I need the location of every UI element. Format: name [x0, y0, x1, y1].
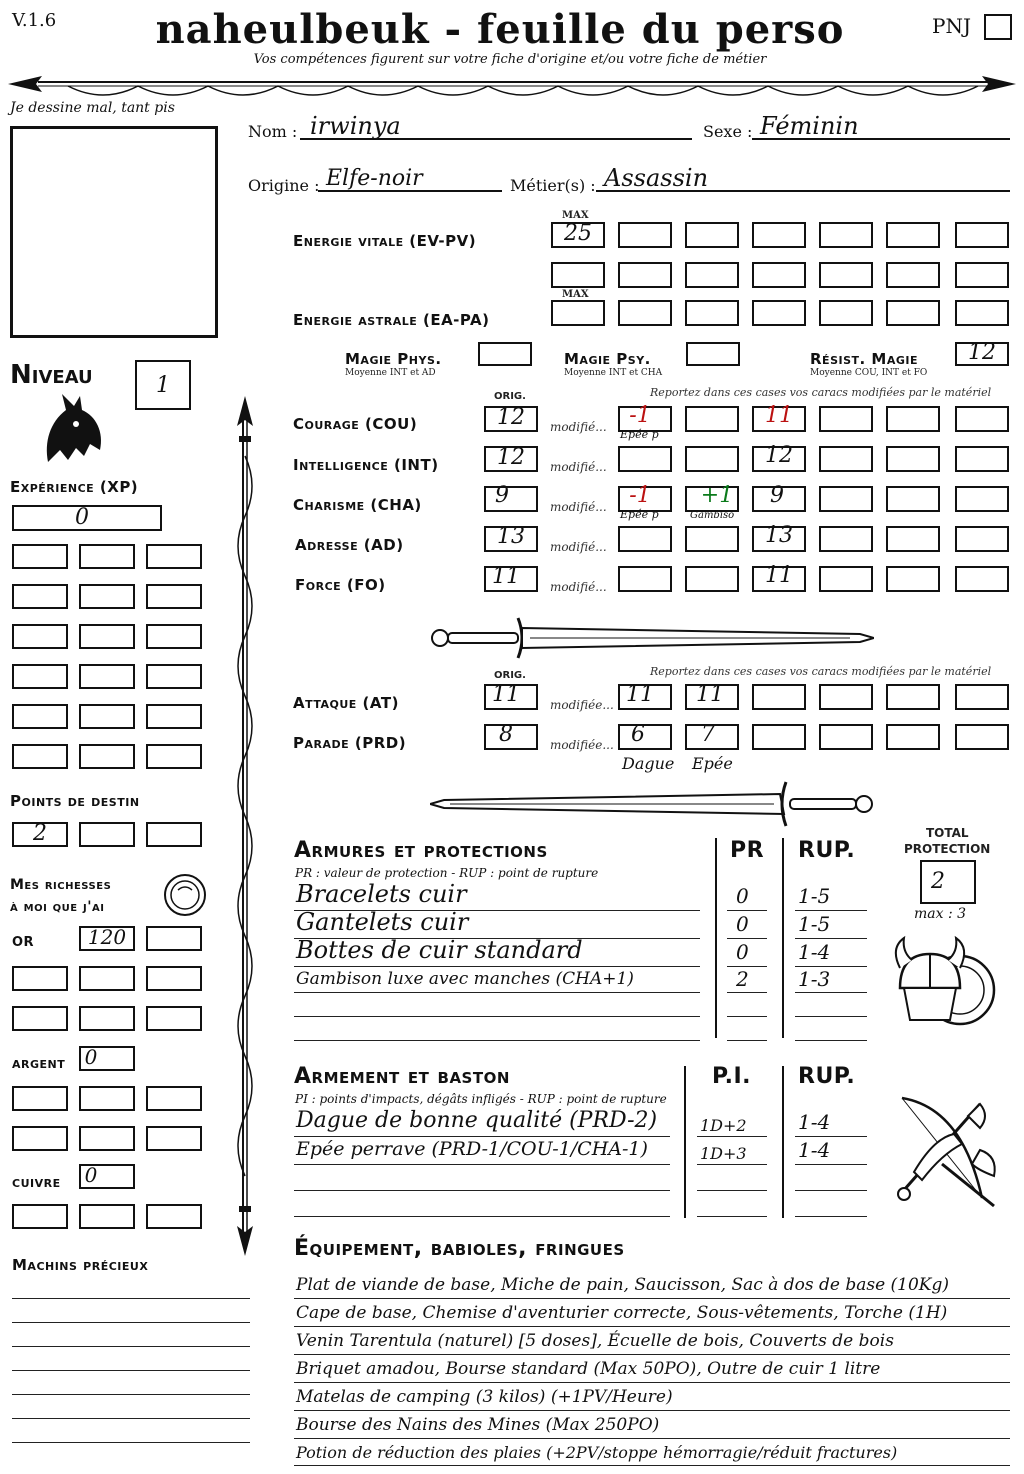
ev-max-label: MAX — [562, 210, 589, 221]
combat-v1-value: 11 — [626, 682, 654, 707]
arme-rup[interactable]: 1-4 — [798, 1138, 831, 1162]
ea-cell[interactable] — [886, 300, 940, 326]
sexe-value[interactable]: Féminin — [760, 112, 859, 140]
armement-divider-2 — [782, 1066, 784, 1218]
arme-line[interactable] — [795, 1216, 867, 1217]
richesses-label-1: Mes richesses — [10, 877, 112, 893]
equipement-line[interactable]: Briquet amadou, Bourse standard (Max 50PO), Outre de cuir 1 litre — [296, 1359, 881, 1379]
equipement-rule — [294, 1326, 1010, 1327]
equipement-rule — [294, 1465, 1010, 1466]
ea-cell[interactable] — [685, 300, 739, 326]
equipement-rule — [294, 1410, 1010, 1411]
argent-value: 0 — [84, 1045, 98, 1069]
stat-orig-value: 13 — [497, 524, 525, 549]
arme-line[interactable] — [294, 1216, 670, 1217]
stat-mod-box[interactable] — [685, 526, 739, 552]
stat-modifie-label: modifié... — [550, 540, 607, 554]
ev-cell[interactable] — [685, 262, 739, 288]
money-cell[interactable] — [12, 1006, 68, 1031]
or-box-2[interactable] — [146, 926, 202, 951]
arme-line — [795, 1136, 867, 1137]
stat-mod-box[interactable] — [685, 406, 739, 432]
sexe-label: Sexe : — [703, 122, 753, 141]
combat-cell[interactable] — [955, 684, 1009, 710]
armure-line — [795, 910, 867, 911]
arme-line — [697, 1136, 767, 1137]
portrait-box[interactable] — [10, 126, 218, 338]
experience-label: Expérience (XP) — [10, 478, 139, 496]
armures-title: Armures et protections — [294, 838, 548, 863]
stat-orig-value: 11 — [492, 564, 520, 589]
armures-pr-header: PR — [730, 838, 765, 863]
ea-max-label: MAX — [562, 289, 589, 300]
armures-note: PR : valeur de protection - RUP : point de rupture — [295, 866, 599, 880]
arme-rup[interactable]: 1-4 — [798, 1110, 831, 1134]
stat-modifie-label: modifié... — [550, 420, 607, 434]
armure-rup[interactable]: 1-3 — [798, 967, 831, 991]
armure-pr[interactable]: 0 — [736, 884, 749, 908]
magie-psy-note: Moyenne INT et CHA — [564, 368, 663, 378]
stat-mod-box[interactable] — [685, 446, 739, 472]
ev-cell[interactable] — [685, 222, 739, 248]
resist-magie-note: Moyenne COU, INT et FO — [810, 368, 928, 378]
arme-pi[interactable]: 1D+3 — [700, 1144, 747, 1163]
combat-label: Attaque (AT) — [293, 694, 399, 712]
ea-cell[interactable] — [752, 300, 806, 326]
vertical-spear-icon — [228, 396, 262, 1256]
stat-label: Adresse (AD) — [295, 536, 404, 554]
niveau-value: 1 — [156, 373, 170, 398]
stats-report-note: Reportez dans ces cases vos caracs modifiées par le matériel — [650, 386, 992, 399]
stat-mod3-value: 13 — [765, 523, 793, 548]
xp-cell[interactable] — [79, 704, 135, 729]
stat-mod2-note: Gambiso — [690, 510, 735, 521]
total-protection-label-2: PROTECTION — [904, 842, 991, 856]
armures-rup-header: RUP. — [798, 838, 856, 863]
armure-line[interactable] — [727, 1040, 767, 1041]
combat-cell[interactable] — [819, 724, 873, 750]
niveau-label: Niveau — [10, 360, 93, 390]
stat-mod-box[interactable] — [955, 486, 1009, 512]
arme-line — [294, 1136, 670, 1137]
total-protection-label-1: TOTAL — [926, 826, 969, 840]
ev-cell[interactable] — [551, 262, 605, 288]
xp-cell[interactable] — [12, 544, 68, 569]
sword-icon — [430, 612, 874, 664]
metier-label: Métier(s) : — [510, 176, 596, 195]
xp-cell[interactable] — [146, 624, 202, 649]
stat-mod-box[interactable] — [819, 526, 873, 552]
weapons-icon — [884, 1094, 1004, 1214]
stat-mod3-value: 12 — [765, 443, 793, 468]
combat-label: Parade (PRD) — [293, 734, 407, 752]
stat-mod-box[interactable] — [618, 446, 672, 472]
machins-line[interactable] — [12, 1394, 250, 1395]
ev-cell[interactable] — [955, 222, 1009, 248]
magie-phys-label: Magie Phys. — [345, 350, 442, 368]
combat-report-note: Reportez dans ces cases vos caracs modifiées par le matériel — [650, 665, 992, 678]
machins-line[interactable] — [12, 1346, 250, 1347]
magie-phys-box[interactable] — [478, 342, 532, 366]
page-title: naheulbeuk - feuille du perso — [155, 6, 845, 53]
destin-box-3[interactable] — [146, 822, 202, 847]
machins-line[interactable] — [12, 1418, 250, 1419]
equipement-line[interactable]: Bourse des Nains des Mines (Max 250PO) — [296, 1415, 660, 1435]
money-cell[interactable] — [12, 1086, 68, 1111]
stats-orig-label: ORIG. — [494, 391, 526, 402]
equipement-line[interactable]: Plat de viande de base, Miche de pain, Saucisson, Sac à dos de base (10Kg) — [296, 1275, 950, 1295]
stat-mod-box[interactable] — [819, 406, 873, 432]
money-cell[interactable] — [146, 1006, 202, 1031]
combat-v2-value: 7 — [701, 722, 715, 747]
combat-cell[interactable] — [886, 724, 940, 750]
xp-cell[interactable] — [79, 664, 135, 689]
combat-orig-label: ORIG. — [494, 670, 526, 681]
combat-orig-value: 11 — [492, 682, 520, 707]
stat-mod1-value: -1 — [629, 483, 651, 508]
stat-mod1-note: Epée p — [620, 508, 659, 521]
metier-value[interactable]: Assassin — [604, 164, 709, 192]
stat-mod-box[interactable] — [819, 486, 873, 512]
stat-mod-box[interactable] — [955, 446, 1009, 472]
combat-cell[interactable] — [886, 684, 940, 710]
armures-divider-2 — [782, 838, 784, 1038]
armure-name[interactable]: Gambison luxe avec manches (CHA+1) — [296, 969, 634, 989]
ev-cell[interactable] — [955, 262, 1009, 288]
stat-mod2-value: +1 — [700, 483, 734, 508]
version-label: V.1.6 — [12, 10, 57, 31]
money-cell[interactable] — [79, 1086, 135, 1111]
stat-mod-box[interactable] — [886, 446, 940, 472]
money-cell[interactable] — [146, 1086, 202, 1111]
armure-name[interactable]: Bracelets cuir — [296, 880, 467, 908]
money-cell[interactable] — [146, 1126, 202, 1151]
xp-cell[interactable] — [146, 704, 202, 729]
armement-title: Armement et baston — [294, 1064, 510, 1089]
armure-pr[interactable]: 0 — [736, 940, 749, 964]
armure-line[interactable] — [795, 1040, 867, 1041]
armement-note: PI : points d'impacts, dégâts infligés - RUP : point de rupture — [295, 1092, 667, 1106]
arme-line[interactable] — [795, 1190, 867, 1191]
nom-value[interactable]: irwinya — [310, 112, 401, 140]
ev-cell[interactable] — [819, 222, 873, 248]
armure-line — [727, 992, 767, 993]
ev-cell[interactable] — [819, 262, 873, 288]
resist-magie-value: 12 — [968, 340, 996, 365]
machins-line[interactable] — [12, 1298, 250, 1299]
equipement-rule — [294, 1354, 1010, 1355]
xp-cell[interactable] — [146, 664, 202, 689]
pnj-label: PNJ — [932, 14, 971, 38]
origine-value[interactable]: Elfe-noir — [326, 166, 423, 191]
xp-cell[interactable] — [79, 744, 135, 769]
or-value: 120 — [87, 925, 127, 949]
combat-cell[interactable] — [752, 724, 806, 750]
xp-cell[interactable] — [12, 624, 68, 649]
xp-cell[interactable] — [146, 584, 202, 609]
stat-mod-box[interactable] — [618, 526, 672, 552]
stat-mod-box[interactable] — [955, 566, 1009, 592]
equipement-line[interactable]: Venin Tarentula (naturel) [5 doses], Écuelle de bois, Couverts de bois — [296, 1331, 894, 1351]
magie-psy-label: Magie Psy. — [564, 350, 651, 368]
stat-mod-box[interactable] — [685, 566, 739, 592]
magie-psy-box[interactable] — [686, 342, 740, 366]
ev-cell[interactable] — [886, 222, 940, 248]
xp-cell[interactable] — [79, 624, 135, 649]
arme-line — [294, 1164, 670, 1165]
richesses-label-2: à moi que j'ai — [10, 899, 105, 915]
equipement-line[interactable]: Matelas de camping (3 kilos) (+1PV/Heure) — [296, 1387, 673, 1407]
xp-cell[interactable] — [79, 584, 135, 609]
cuivre-label: CUIVRE — [12, 1177, 61, 1190]
combat-cell[interactable] — [752, 684, 806, 710]
arme-line[interactable] — [294, 1190, 670, 1191]
ev-max-value: 25 — [564, 221, 592, 246]
armement-divider-1 — [684, 1066, 686, 1218]
machins-label: Machins précieux — [12, 1256, 149, 1274]
equipement-rule — [294, 1438, 1010, 1439]
stat-mod1-value: -1 — [629, 403, 651, 428]
combat-col1-note: Dague — [622, 754, 675, 773]
destin-label: Points de destin — [10, 792, 140, 810]
stat-mod3-value: 9 — [770, 483, 784, 508]
machins-line[interactable] — [12, 1322, 250, 1323]
stat-label: Charisme (CHA) — [293, 496, 422, 514]
combat-modifie-label: modifiée... — [550, 738, 614, 752]
xp-cell[interactable] — [79, 544, 135, 569]
armure-line[interactable] — [294, 1016, 700, 1017]
ea-cell[interactable] — [955, 300, 1009, 326]
ev-label: Energie vitale (EV-PV) — [293, 232, 477, 250]
stat-mod-box[interactable] — [955, 526, 1009, 552]
stat-mod-box[interactable] — [819, 446, 873, 472]
armure-line — [294, 992, 700, 993]
stat-orig-value: 9 — [495, 483, 509, 508]
destin-value: 2 — [33, 821, 47, 846]
machins-line[interactable] — [12, 1442, 250, 1443]
resist-magie-label: Résist. Magie — [810, 350, 919, 368]
dragon-icon — [40, 392, 106, 464]
armure-name[interactable]: Gantelets cuir — [296, 908, 469, 936]
money-cell[interactable] — [79, 1204, 135, 1229]
ea-cell[interactable] — [819, 300, 873, 326]
combat-modifie-label: modifiée... — [550, 698, 614, 712]
money-cell[interactable] — [79, 1006, 135, 1031]
ea-label: Energie astrale (EA-PA) — [293, 311, 490, 329]
page-subtitle: Vos compétences figurent sur votre fiche d'origine et/ou votre fiche de métier — [253, 52, 767, 67]
armure-line[interactable] — [294, 1040, 700, 1041]
nom-label: Nom : — [248, 122, 298, 141]
money-cell[interactable] — [12, 1126, 68, 1151]
arme-name[interactable]: Epée perrave (PRD-1/COU-1/CHA-1) — [296, 1138, 648, 1160]
armure-line — [795, 938, 867, 939]
armement-rup-header: RUP. — [798, 1064, 856, 1089]
money-cell[interactable] — [12, 966, 68, 991]
stat-mod-box[interactable] — [886, 486, 940, 512]
armures-divider-1 — [715, 838, 717, 1038]
stat-label: Intelligence (INT) — [293, 456, 439, 474]
armure-line — [795, 992, 867, 993]
stat-label: Courage (COU) — [293, 415, 418, 433]
argent-label: ARGENT — [12, 1058, 66, 1071]
armure-line — [294, 966, 700, 967]
xp-cell[interactable] — [146, 544, 202, 569]
equipement-line[interactable]: Cape de base, Chemise d'aventurier correcte, Sous-vêtements, Torche (1H) — [296, 1303, 948, 1323]
armure-pr[interactable]: 2 — [736, 967, 749, 991]
ev-cell[interactable] — [886, 262, 940, 288]
armure-rup[interactable]: 1-4 — [798, 940, 831, 964]
stat-mod-box[interactable] — [886, 406, 940, 432]
origine-label: Origine : — [248, 176, 320, 195]
magie-phys-note: Moyenne INT et AD — [345, 368, 436, 378]
experience-value: 0 — [75, 505, 89, 530]
stat-mod-box[interactable] — [886, 566, 940, 592]
arme-line — [697, 1164, 767, 1165]
combat-v2-value: 11 — [696, 682, 724, 707]
combat-cell[interactable] — [819, 684, 873, 710]
stat-mod3-value: 11 — [765, 403, 793, 428]
stat-mod-box[interactable] — [819, 566, 873, 592]
stat-mod1-note: Epée p — [620, 428, 659, 441]
armure-line — [727, 938, 767, 939]
armure-line[interactable] — [795, 1016, 867, 1017]
stat-label: Force (FO) — [295, 576, 386, 594]
xp-cell[interactable] — [12, 744, 68, 769]
arme-line — [795, 1164, 867, 1165]
combat-orig-value: 8 — [499, 722, 513, 747]
equipement-line[interactable]: Potion de réduction des plaies (+2PV/stoppe hémorragie/réduit fractures) — [296, 1443, 898, 1462]
armure-rup[interactable]: 1-5 — [798, 912, 831, 936]
ea-cell[interactable] — [618, 300, 672, 326]
armure-line — [727, 910, 767, 911]
xp-cell[interactable] — [146, 744, 202, 769]
armure-name[interactable]: Bottes de cuir standard — [296, 936, 583, 964]
armure-line[interactable] — [727, 1016, 767, 1017]
helmet-shield-icon — [890, 928, 1000, 1038]
armure-rup[interactable]: 1-5 — [798, 884, 831, 908]
armure-pr[interactable]: 0 — [736, 912, 749, 936]
xp-cell[interactable] — [12, 584, 68, 609]
stat-mod-box[interactable] — [886, 526, 940, 552]
ev-cell[interactable] — [618, 262, 672, 288]
stat-mod-box[interactable] — [618, 566, 672, 592]
pnj-checkbox[interactable] — [984, 14, 1012, 40]
combat-cell[interactable] — [955, 724, 1009, 750]
combat-v1-value: 6 — [631, 722, 645, 747]
stat-orig-value: 12 — [497, 445, 525, 470]
destin-box-2[interactable] — [79, 822, 135, 847]
money-cell[interactable] — [146, 966, 202, 991]
money-cell[interactable] — [12, 1204, 68, 1229]
money-cell[interactable] — [79, 966, 135, 991]
arme-line[interactable] — [697, 1216, 767, 1217]
stat-mod3-value: 11 — [765, 563, 793, 588]
coin-icon — [162, 872, 208, 918]
xp-cell[interactable] — [12, 664, 68, 689]
arme-name[interactable]: Dague de bonne qualité (PRD-2) — [296, 1108, 658, 1133]
money-cell[interactable] — [79, 1126, 135, 1151]
armement-pi-header: P.I. — [712, 1064, 751, 1089]
total-protection-value: 2 — [931, 869, 945, 894]
max-protection-note: max : 3 — [914, 906, 967, 922]
xp-cell[interactable] — [12, 704, 68, 729]
machins-line[interactable] — [12, 1370, 250, 1371]
stat-modifie-label: modifié... — [550, 500, 607, 514]
combat-col2-note: Epée — [692, 754, 733, 773]
ev-cell[interactable] — [618, 222, 672, 248]
stat-modifie-label: modifié... — [550, 580, 607, 594]
cuivre-value: 0 — [84, 1163, 98, 1187]
ev-cell[interactable] — [752, 222, 806, 248]
or-label: OR — [12, 935, 35, 950]
sword-icon — [430, 778, 874, 830]
equipement-rule — [294, 1382, 1010, 1383]
ea-max-box[interactable] — [551, 300, 605, 326]
ev-cell[interactable] — [752, 262, 806, 288]
arme-line[interactable] — [697, 1190, 767, 1191]
portrait-caption: Je dessine mal, tant pis — [10, 100, 175, 116]
arme-pi[interactable]: 1D+2 — [700, 1116, 747, 1135]
stat-mod-box[interactable] — [955, 406, 1009, 432]
equipement-title: Équipement, babioles, fringues — [294, 1236, 625, 1261]
stat-modifie-label: modifié... — [550, 460, 607, 474]
equipement-rule — [294, 1298, 1010, 1299]
money-cell[interactable] — [146, 1204, 202, 1229]
stat-orig-value: 12 — [497, 405, 525, 430]
